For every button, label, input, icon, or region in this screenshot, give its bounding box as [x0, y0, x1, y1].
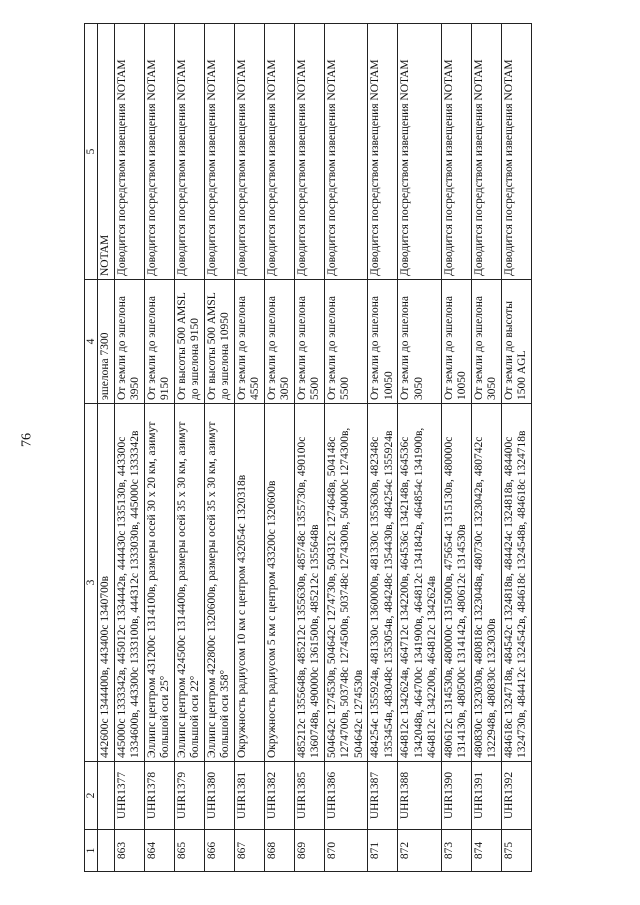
cell-note: Доводится посредством извещения NOTAM — [294, 24, 324, 280]
cell-num: 868 — [264, 830, 294, 872]
cell-num: 866 — [204, 830, 234, 872]
table-row — [294, 24, 324, 872]
cell-code: UHR1390 — [441, 762, 471, 830]
cell-note: Доводится посредством извещения NOTAM — [264, 24, 294, 280]
cell-num: 869 — [294, 830, 324, 872]
cell-code: UHR1382 — [264, 762, 294, 830]
cell-code: UHR1381 — [234, 762, 264, 830]
header-cell-2: 2 — [85, 762, 98, 830]
cell-altitude: От земли до высоты 1500 AGL — [501, 280, 531, 404]
cell-coords: 484618с 1324718в, 484542с 1324818в, 484424с 1324818в, 484400с 1324730в, 484412с 1324542в, 484618с 1324548в, 484618с 1324718в — [501, 404, 531, 762]
cell-note: Доводится посредством извещения NOTAM — [324, 24, 368, 280]
cell-note: Доводится посредством извещения NOTAM — [204, 24, 234, 280]
page-number: 76 — [19, 433, 35, 447]
table-row — [398, 24, 442, 872]
cell-coords: 445000с 1333342в, 445012с 1334442в, 444430с 1335130в, 443300с 1334600в, 443300с 1333100в, 444312с 1333030в, 445000с 1333342в — [114, 404, 144, 762]
cell-altitude: От земли до эшелона 5500 — [294, 280, 324, 404]
cell-note: Доводится посредством извещения NOTAM — [174, 24, 204, 280]
table-row — [441, 24, 471, 872]
cell-note: Доводится посредством извещения NOTAM — [144, 24, 174, 280]
cell-code — [98, 762, 115, 830]
cell-num: 863 — [114, 830, 144, 872]
cell-code: UHR1378 — [144, 762, 174, 830]
cell-coords: Эллипс центром 431200с 1314100в, размеры осей 30 х 20 км, азимут большой оси 25° — [144, 404, 174, 762]
cell-coords: 442600с 1344400в, 443400с 1340700в — [98, 404, 115, 762]
cell-note: Доводится посредством извещения NOTAM — [114, 24, 144, 280]
cell-coords: 480612с 1314530в, 480000с 1315000в, 475654с 1315130в, 480000с 1314130в, 480500с 1314142в, 480612с 1314530в — [441, 404, 471, 762]
header-cell-3: 3 — [85, 404, 98, 762]
cell-altitude: От земли до эшелона 3050 — [398, 280, 442, 404]
header-cell-5: 5 — [85, 24, 98, 280]
cell-num: 872 — [398, 830, 442, 872]
cell-note: Доводится посредством извещения NOTAM — [368, 24, 398, 280]
cell-altitude: От земли до эшелона 4550 — [234, 280, 264, 404]
table-row — [144, 24, 174, 872]
cell-num: 871 — [368, 830, 398, 872]
cell-coords: Окружность радиусом 5 км с центром 433200с 1320600в — [264, 404, 294, 762]
cell-note: Доводится посредством извещения NOTAM — [234, 24, 264, 280]
table-row — [114, 24, 144, 872]
cell-num: 874 — [471, 830, 501, 872]
cell-altitude: От земли до эшелона 3050 — [471, 280, 501, 404]
cell-num: 875 — [501, 830, 531, 872]
cell-note: Доводится посредством извещения NOTAM — [471, 24, 501, 280]
cell-code: UHR1386 — [324, 762, 368, 830]
cell-coords: 485212с 1355648в, 485212с 1355630в, 485748с 1355730в, 490100с 1360748в, 490000с 1361500в, 485212с 1355648в — [294, 404, 324, 762]
rotated-table-container — [84, 24, 559, 872]
cell-coords: Окружность радиусом 10 км с центром 432054с 1320318в — [234, 404, 264, 762]
cell-altitude: От высоты 500 AMSL до эшелона 10950 — [204, 280, 234, 404]
cell-note: Доводится посредством извещения NOTAM — [398, 24, 442, 280]
cell-code: UHR1387 — [368, 762, 398, 830]
cell-altitude: От земли до эшелона 10050 — [368, 280, 398, 404]
cell-altitude: От высоты 500 AMSL до эшелона 9150 — [174, 280, 204, 404]
table-row — [234, 24, 264, 872]
table-body — [98, 24, 532, 872]
cell-altitude: От земли до эшелона 10050 — [441, 280, 471, 404]
cell-altitude: эшелона 7300 — [98, 280, 115, 404]
cell-coords: Эллипс центром 422800с 1320600в, размеры осей 35 х 30 км, азимут большой оси 358° — [204, 404, 234, 762]
table-row — [501, 24, 531, 872]
cell-num: 865 — [174, 830, 204, 872]
cell-altitude: От земли до эшелона 3950 — [114, 280, 144, 404]
header-cell-1: 1 — [85, 830, 98, 872]
cell-coords: 464812с 1342624в, 464712с 1342200в, 464536с 1342148в, 464536с 1342048в, 464700с 1341900в, 464812с 1341842в, 464854с 1341900в, 464812с 1342200в, 464812с 1342624в — [398, 404, 442, 762]
cell-altitude: От земли до эшелона 9150 — [144, 280, 174, 404]
cell-altitude: От земли до эшелона 3050 — [264, 280, 294, 404]
cell-coords: 504642с 1274530в, 504642с 1274730в, 504312с 1274648в, 504148с 1274700в, 503748с 1274500в, 503748с 1274300в, 504000с 1274300в, 504642с 1274530в — [324, 404, 368, 762]
table-row — [174, 24, 204, 872]
table-row — [204, 24, 234, 872]
cell-num — [98, 830, 115, 872]
airspace-table — [84, 23, 532, 872]
cell-note: Доводится посредством извещения NOTAM — [501, 24, 531, 280]
cell-code: UHR1391 — [471, 762, 501, 830]
header-row — [85, 24, 98, 872]
cell-code: UHR1380 — [204, 762, 234, 830]
cell-coords: 480830с 1323030в, 480818с 1323048в, 480730с 1323042в, 480742с 1322948в, 480830с 1323030в — [471, 404, 501, 762]
cell-code: UHR1379 — [174, 762, 204, 830]
table-row — [324, 24, 368, 872]
cell-code: UHR1385 — [294, 762, 324, 830]
cell-altitude: От земли до эшелона 5500 — [324, 280, 368, 404]
cell-num: 864 — [144, 830, 174, 872]
cell-num: 867 — [234, 830, 264, 872]
header-cell-4: 4 — [85, 280, 98, 404]
cell-num: 870 — [324, 830, 368, 872]
table-row — [98, 24, 115, 872]
table-row — [264, 24, 294, 872]
cell-note: Доводится посредством извещения NOTAM — [441, 24, 471, 280]
table-row — [471, 24, 501, 872]
table-row — [368, 24, 398, 872]
cell-num: 873 — [441, 830, 471, 872]
cell-coords: Эллипс центром 424500с 1314400в, размеры осей 35 х 30 км, азимут большой оси 22° — [174, 404, 204, 762]
cell-coords: 484254с 1355924в, 481330с 1360000в, 481330с 1353630в, 482348с 1353454в, 483048с 1353054в, 484248с 1354430в, 484254с 1355924в — [368, 404, 398, 762]
cell-code: UHR1388 — [398, 762, 442, 830]
cell-note: NOTAM — [98, 24, 115, 280]
cell-code: UHR1377 — [114, 762, 144, 830]
cell-code: UHR1392 — [501, 762, 531, 830]
